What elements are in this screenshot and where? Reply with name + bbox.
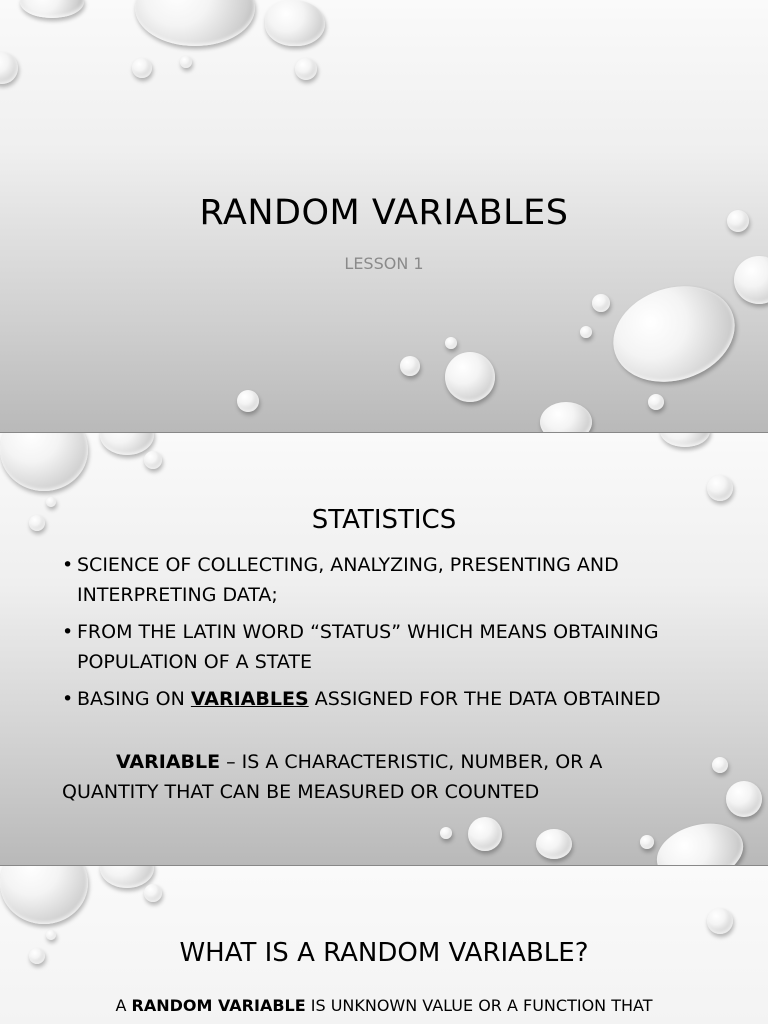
slide-title: WHAT IS A RANDOM VARIABLE? bbox=[179, 938, 589, 968]
water-drop-decoration bbox=[650, 815, 749, 865]
bullet-item: • SCIENCE OF COLLECTING, ANALYZING, PRESENTING AND INTERPRETING DATA; bbox=[62, 550, 702, 610]
body-text: A bbox=[115, 996, 132, 1015]
body-term: RANDOM VARIABLE bbox=[131, 996, 306, 1015]
water-drop-decoration bbox=[640, 835, 654, 849]
water-drop-decoration bbox=[440, 827, 452, 839]
water-drop-decoration bbox=[237, 390, 259, 412]
water-drop-decoration bbox=[445, 337, 457, 349]
water-drop-decoration bbox=[707, 475, 733, 501]
water-drop-decoration bbox=[445, 352, 495, 402]
water-drop-decoration bbox=[660, 433, 710, 447]
definition-text: – IS A CHARACTERISTIC, NUMBER, OR A QUANTITY THAT CAN BE MEASURED OR COUNTED bbox=[62, 751, 603, 803]
water-drop-decoration bbox=[580, 326, 592, 338]
slide-body bbox=[0, 996, 768, 1015]
water-drop-decoration bbox=[100, 433, 154, 455]
water-drop-decoration bbox=[20, 0, 84, 18]
body-text: IS UNKNOWN VALUE OR A FUNCTION THAT bbox=[305, 996, 653, 1015]
water-drop-decoration bbox=[712, 757, 728, 773]
water-drop-decoration bbox=[295, 58, 317, 80]
water-drop-decoration bbox=[648, 394, 664, 410]
random-variable-slide bbox=[0, 866, 768, 1024]
water-drop-decoration bbox=[144, 884, 162, 902]
variable-definition bbox=[62, 747, 702, 807]
water-drop-decoration bbox=[100, 866, 154, 888]
water-drop-decoration bbox=[0, 52, 18, 84]
water-drop-decoration bbox=[540, 402, 592, 432]
bullet-item: • FROM THE LATIN WORD “STATUS” WHICH MEANS OBTAINING POPULATION OF A STATE bbox=[62, 617, 702, 677]
water-drop-decoration bbox=[601, 271, 747, 397]
water-drop-decoration bbox=[400, 356, 420, 376]
water-drop-decoration bbox=[468, 817, 502, 851]
title-slide bbox=[0, 0, 768, 432]
water-drop-decoration bbox=[265, 0, 325, 46]
water-drop-decoration bbox=[536, 829, 572, 859]
bullet-text: ASSIGNED FOR THE DATA OBTAINED bbox=[308, 688, 661, 710]
water-drop-decoration bbox=[726, 781, 762, 817]
statistics-slide bbox=[0, 433, 768, 865]
water-drop-decoration bbox=[144, 451, 162, 469]
water-drop-decoration bbox=[592, 294, 610, 312]
variables-emphasis: VARIABLES bbox=[190, 688, 309, 710]
slide-subtitle: LESSON 1 bbox=[344, 254, 424, 273]
definition-term: VARIABLE bbox=[116, 751, 221, 773]
water-drop-decoration bbox=[135, 0, 255, 46]
slide-title: RANDOM VARIABLES bbox=[199, 193, 569, 233]
water-drop-decoration bbox=[0, 866, 88, 924]
slide-title: STATISTICS bbox=[311, 505, 457, 535]
bullet-item bbox=[62, 684, 702, 714]
bullet-text: BASING ON bbox=[77, 688, 191, 710]
water-drop-decoration bbox=[132, 58, 152, 78]
water-drop-decoration bbox=[0, 433, 88, 491]
water-drop-decoration bbox=[707, 908, 733, 934]
water-drop-decoration bbox=[180, 56, 192, 68]
bullet-list bbox=[62, 550, 702, 721]
